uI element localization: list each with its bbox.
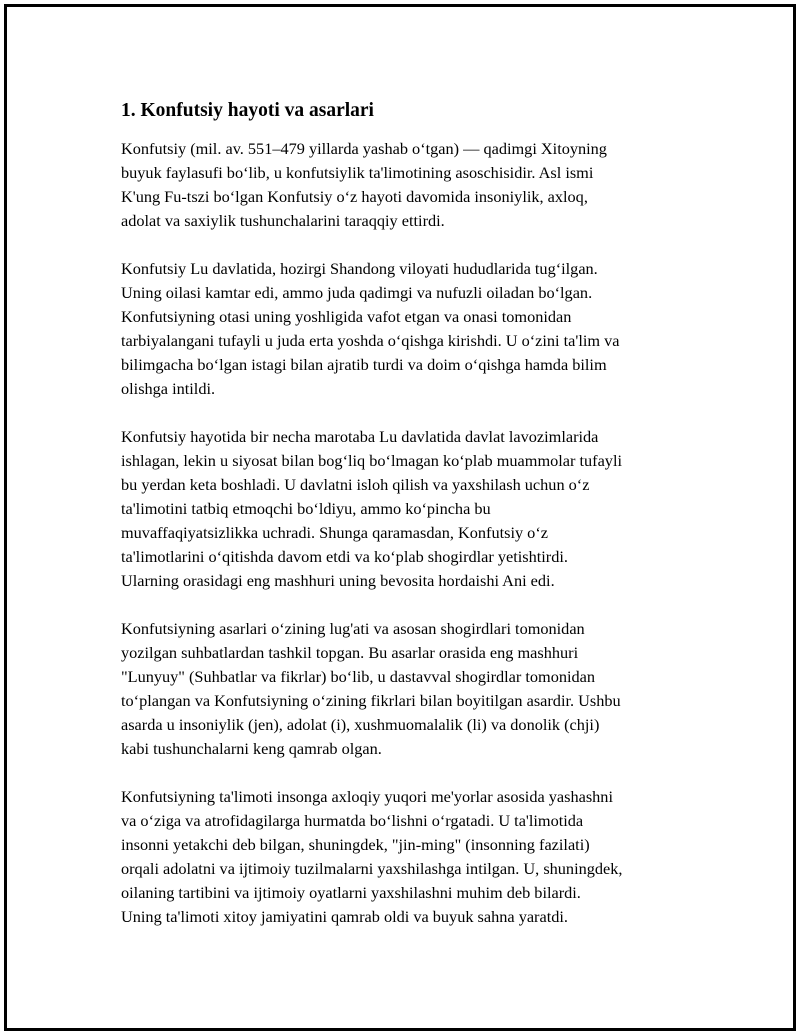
- text-line: "Lunyuy" (Suhbatlar va fikrlar) boʻlib, u dastavval shogirdlar tomonidan: [121, 667, 596, 686]
- text-line: ta'limotini tatbiq etmoqchi boʻldiyu, ammo koʻpincha bu: [121, 499, 491, 518]
- paragraph: [121, 425, 697, 593]
- text-line: Konfutsiyning asarlari oʻzining lug'ati va asosan shogirdlari tomonidan: [121, 619, 585, 638]
- text-line: Konfutsiyning ta'limoti insonga axloqiy yuqori me'yorlar asosida yashashni: [121, 787, 613, 806]
- text-line: muvaffaqiyatsizlikka uchradi. Shunga qaramasdan, Konfutsiy oʻz: [121, 523, 548, 542]
- text-line: oilaning tartibini va ijtimoiy oyatlarni yaxshilashni muhim deb bilardi.: [121, 883, 581, 902]
- text-line: K'ung Fu-tszi boʻlgan Konfutsiy oʻz hayoti davomida insoniylik, axloq,: [121, 187, 588, 206]
- text-line: tarbiyalangani tufayli u juda erta yoshda oʻqishga kirishdi. U oʻzini ta'lim va: [121, 331, 620, 350]
- document-content: [121, 99, 697, 929]
- paragraph: [121, 617, 697, 761]
- text-line: toʻplangan va Konfutsiyning oʻzining fikrlari bilan boyitilgan asardir. Ushbu: [121, 691, 621, 710]
- text-line: Konfutsiy Lu davlatida, hozirgi Shandong viloyati hududlarida tugʻilgan.: [121, 259, 598, 278]
- text-line: va oʻziga va atrofidagilarga hurmatda boʻlishni oʻrgatadi. U ta'limotida: [121, 811, 584, 830]
- document-page: [4, 4, 796, 1031]
- text-line: buyuk faylasufi boʻlib, u konfutsiylik ta'limotining asoschisidir. Asl ismi: [121, 163, 594, 182]
- text-line: Konfutsiy (mil. av. 551–479 yillarda yashab oʻtgan) — qadimgi Xitoyning: [121, 139, 607, 158]
- paragraph: [121, 785, 697, 929]
- paragraph: [121, 137, 697, 233]
- text-line: insonni yetakchi deb bilgan, shuningdek, "jin-ming" (insonning fazilati): [121, 835, 590, 854]
- paragraph: [121, 257, 697, 401]
- text-line: yozilgan suhbatlardan tashkil topgan. Bu asarlar orasida eng mashhuri: [121, 643, 579, 662]
- text-line: bu yerdan keta boshladi. U davlatni isloh qilish va yaxshilash uchun oʻz: [121, 475, 590, 494]
- text-line: orqali adolatni va ijtimoiy tuzilmalarni yaxshilashga intilgan. U, shuningdek,: [121, 859, 623, 878]
- text-line: kabi tushunchalarni keng qamrab olgan.: [121, 739, 382, 758]
- text-line: Uning oilasi kamtar edi, ammo juda qadimgi va nufuzli oiladan boʻlgan.: [121, 283, 593, 302]
- text-line: olishga intildi.: [121, 379, 216, 398]
- section-heading: 1. Konfutsiy hayoti va asarlari: [121, 100, 374, 121]
- text-line: asarda u insoniylik (jen), adolat (i), xushmuomalalik (li) va donolik (chji): [121, 715, 600, 734]
- text-line: Uning ta'limoti xitoy jamiyatini qamrab oldi va buyuk sahna yaratdi.: [121, 907, 568, 926]
- text-line: bilimgacha boʻlgan istagi bilan ajratib turdi va doim oʻqishga hamda bilim: [121, 355, 607, 374]
- text-line: adolat va saxiylik tushunchalarini taraqqiy ettirdi.: [121, 211, 445, 230]
- text-line: Ularning orasidagi eng mashhuri uning bevosita hordaishi Ani edi.: [121, 571, 555, 590]
- text-line: ishlagan, lekin u siyosat bilan bogʻliq boʻlmagan koʻplab muammolar tufayli: [121, 451, 622, 470]
- paragraphs-container: [121, 137, 697, 929]
- text-line: Konfutsiyning otasi uning yoshligida vafot etgan va onasi tomonidan: [121, 307, 572, 326]
- text-line: Konfutsiy hayotida bir necha marotaba Lu davlatida davlat lavozimlarida: [121, 427, 599, 446]
- text-line: ta'limotlarini oʻqitishda davom etdi va koʻplab shogirdlar yetishtirdi.: [121, 547, 568, 566]
